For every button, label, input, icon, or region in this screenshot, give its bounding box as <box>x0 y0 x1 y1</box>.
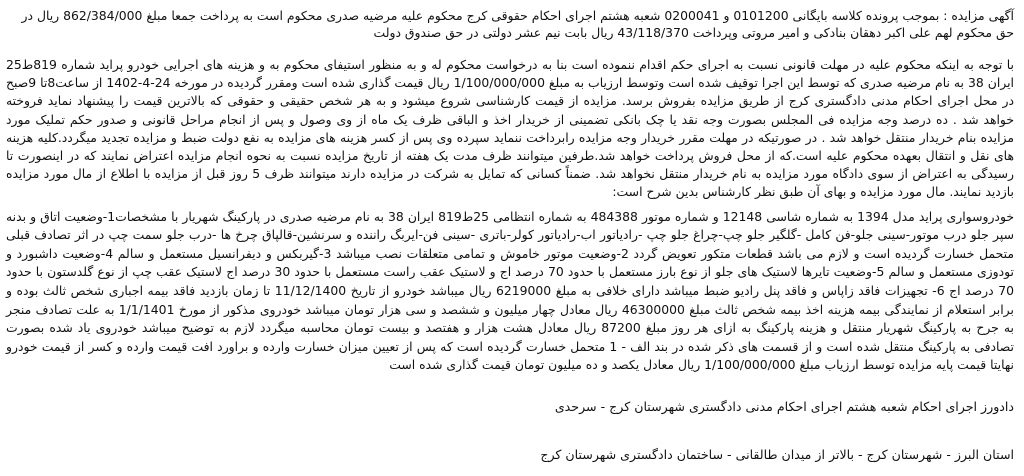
vehicle-description-paragraph: خودروسواری پراید مدل 1394 به شماره شاسی 12148 و شماره موتور 484388 به شماره انتظامی 25ط819 ایران 38 به نام مرضیه صدری در پارکینگ شهریار با مشخصات1-وضعیت اتاق و بدنه سپر جلو درب موتور-سینی جلو-فن کامل -گلگیر جلو چپ-چراغ جلو چپ -رادیاتور اب-رادیاتور کولر-باتری -سینی فن-ایربگ راننده و سرنشین-قالپاق چرخ ها -درب جلو سمت چپ در اثر تصادف قبلی متحمل خسارت گردیده است و لازم می باشد قطعات متکور تعویض گردد 2-وضعیت موتور خاموش و تمامی متعلقات نصب میباشد 3-گیربکس و دیفرانسیل مستعمل و سالم 4-وضعیت داشبورد و تودوزی مستعمل و سالم 5-وضعیت تایرها لاستیک های جلو از نوع بارز مستعمل با حدود 70 درصد اج و لاستیک عقب راست مستعمل با حدود 30 درصد اج لاستیک عقب چپ از نوع گلدستون با حدود 70 درصد اج 6- تجهیزات فاقد زاپاس و فاقد پنل رادیو ضبط میباشد دارای خلافی به مبلغ 6219000 ریال میباشد خودرو از تاریخ 11/12/1400 تا زمان بازدید فاقد بیمه اجباری شخص ثالث بوده و برابر استعلام از نمایندگی بیمه هزینه اخذ بیمه شخص ثالث مبلغ 46300000 ریال معادل چهار میلیون و ششصد و سی هزار تومان میباشد خودروی مذکور از مورخ 1/1/1401 به علت تصادف منجر به جرح به پارکینگ شهریار منتقل و هزینه پارکینگ به ازای هر روز مبلغ 87200 ریال معادل هشت هزار و هفتصد و بیست تومان محاسبه میگردد لازم به توضیح میباشد خودروی یاد شده بصورت تصادفی به پارکینگ منتقل شده است و از قسمت های ذکر شده در بند الف - 1 متحمل خسارت گردیده است که پس از تعیین میزان خسارت وارده و براورد افت قیمت وارده و کسر از قیمت خودرو نهایتا قیمت پایه مزایده توسط ارزیاب مبلغ 1/100/000/000 ریال معادل یکصد و ده میلیون تومان قیمت گذاری شده است <box>6 208 1015 373</box>
auction-terms-paragraph: با توجه به اینکه محکوم علیه در مهلت قانونی نسبت به اجرای حکم اقدام ننموده است بنا به درخواست محکوم له و به منظور استیفای محکوم به و هزینه های اجرایی خودرو پراید شماره 819ط25 ایران 38 به نام مرضیه صدری که توسط این اجرا توقیف شده است وتوسط ارزیاب به مبلغ 1/100/000/000 ریال قیمت گذاری شده است ومقرر گردیده در مورخه 24-4-1402 از ساعت8تا 9صبح در محل اجرای احکام مدنی دادگستری کرج از طریق مزایده بفروش برسد. مزایده از قیمت کارشناسی شروع میشود و به هر شخص حقیقی و حقوقی که بالاترین قیمت را پیشنهاد نماید فروخته خواهد شد . ده درصد وجه مزایده فی المجلس بصورت وجه نقد یا چک بانکی تضمینی از خریدار اخذ و الباقی ظرف یک ماه از وی وصول و پس از انجام مراحل قانونی و صدور حکم تملیک مورد مزایده بنام خریدار منتقل خواهد شد . در صورتیکه در مهلت مقرر خریدار وجه مزایده رابرداخت ننماید سپرده وی پس از کسر هزینه های مزایده به نفع دولت ضبط و مزایده تجدید میگردد.کلیه هزینه های نقل و انتقال بعهده محکوم علیه است.که از محل فروش پرداخت خواهد شد.طرفین میتوانند ظرف مدت یک هفته از تاریخ مزایده نسبت به نحوه انجام مزایده اعتراض نمایند که در اینصورت تا رسیدگی به اعتراض از سوی دادگاه مورد مزایده به نام خریدار منتقل نخواهد شد. ضمناً کسانی که تمایل به شرکت در مزایده دارند میتوانند ظرف 5 روز قبل از مزایده با اطلاع از مال مورد مزایده بازدید نمایند. مال مورد مزایده و بهای آن طبق نظر کارشناس بدین شرح است: <box>6 57 1014 200</box>
notice-header <box>6 8 1018 44</box>
court-address: استان البرز - شهرستان کرج - بالاتر از میدان طالقانی - ساختمان دادگستری شهرستان کرج <box>540 447 1014 462</box>
header-line-2: حق محکوم لهم علی اکبر دهقان بنادکی و امیر مروتی وپرداخت 43/118/370 ریال بابت نیم عشر دولتی در حق صندوق دولت <box>373 24 1014 40</box>
auction-notice <box>6 0 1018 476</box>
header-line-1: آگهی مزایده : بموجب پرونده کلاسه بایگانی 0101200 و 0200041 شعبه هشتم اجرای احکام حقوقی کرج محکوم علیه مرضیه صدری محکوم است به پرداخت جمعا مبلغ 862/384/000 ریال در <box>21 8 1014 23</box>
enforcement-officer-signature: دادورز اجرای احکام شعبه هشتم اجرای احکام مدنی دادگستری شهرستان کرج - سرحدی <box>554 399 1014 414</box>
